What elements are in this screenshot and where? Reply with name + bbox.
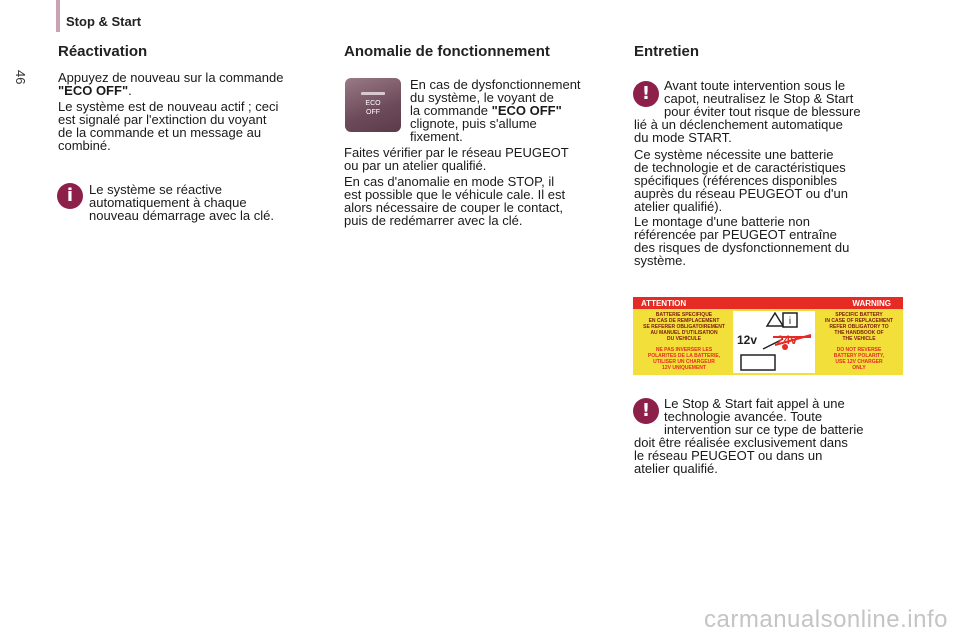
label-line: EN CAS DE REMPLACEMENT [648, 318, 720, 324]
text-line: . [128, 83, 132, 98]
entretien-text-3 [634, 215, 849, 267]
text-line: nouveau démarrage avec la clé. [89, 208, 275, 223]
text-line: du système, le voyant de [410, 90, 554, 105]
battery-warning-label [633, 297, 903, 375]
text-line: Appuyez de nouveau sur la commande [58, 70, 284, 85]
text-line: spécifiques (références disponibles [634, 173, 838, 188]
text-line: puis de redémarrer avec la clé. [344, 213, 523, 228]
text-line: doit être réalisée exclusivement dans [634, 435, 848, 450]
exclamation-icon: ! [633, 398, 659, 424]
eco-off-label: "ECO OFF" [58, 83, 129, 98]
text-line: Le système est de nouveau actif ; ceci [58, 99, 279, 114]
label-warning: WARNING [852, 299, 891, 308]
text-line: est signalé par l'extinction du voyant [58, 112, 267, 127]
section-title: Stop & Start [66, 14, 142, 29]
text-line: technologie avancée. Toute [664, 409, 823, 424]
eco-button-label-1: ECO [365, 100, 381, 107]
text-line: de technologie et de caractéristiques [634, 160, 846, 175]
entretien-text-2 [634, 148, 848, 213]
voltage-12v: 12v [737, 333, 758, 347]
text-line: lié à un déclenchement automatique [634, 117, 843, 132]
text-line: fixement. [410, 129, 463, 144]
label-line: SE REFERER OBLIGATOIREMENT [643, 324, 725, 330]
text-line: capot, neutralisez le Stop & Start [664, 91, 854, 106]
warning-note-2-top [664, 397, 863, 436]
text-line: Le montage d'une batterie non [634, 214, 810, 229]
text-line: pour éviter tout risque de blessure [664, 104, 861, 119]
text-line: du mode START. [634, 130, 732, 145]
text-line: Le Stop & Start fait appel à une [664, 396, 845, 411]
label-right-warning [819, 347, 899, 371]
text-line: système. [634, 253, 687, 268]
text-line: En cas d'anomalie en mode STOP, il [344, 174, 555, 189]
label-line: IN CASE OF REPLACEMENT [824, 318, 894, 324]
label-line: BATTERIE SPECIFIQUE [655, 312, 713, 318]
text-line: combiné. [58, 138, 111, 153]
text-line: référencée par PEUGEOT entraîne [634, 227, 837, 242]
exclamation-icon: ! [633, 81, 659, 107]
text-line: de la commande et un message au [58, 125, 262, 140]
eco-off-button-image [345, 78, 401, 132]
label-line: BATTERY POLARITY, [833, 353, 885, 359]
label-line: ONLY [852, 365, 866, 371]
label-line: THE HANDBOOK OF [834, 330, 884, 336]
header-bar [56, 0, 60, 32]
heading-anomalie: Anomalie de fonctionnement [344, 43, 550, 60]
heading-reactivation: Réactivation [58, 43, 148, 60]
label-line: NE PAS INVERSER LES [655, 347, 713, 353]
anomalie-text-2 [344, 146, 569, 172]
text-line: le réseau PEUGEOT ou dans un [634, 448, 823, 463]
label-left-warning [637, 347, 731, 371]
label-center-panel [733, 311, 815, 373]
anomalie-text-1 [410, 78, 581, 143]
text-line: Ce système nécessite une batterie [634, 147, 834, 162]
label-line: THE VEHICLE [842, 336, 876, 342]
text-line: Le système se réactive [89, 182, 222, 197]
label-line: AU MANUEL D'UTILISATION [650, 330, 718, 336]
text-line: Avant toute intervention sous le [664, 78, 846, 93]
text-line: En cas de dysfonctionnement [410, 77, 581, 92]
text-line: intervention sur ce type de batterie [664, 422, 864, 437]
warning-note-1-bottom [634, 118, 843, 144]
label-attention: ATTENTION [641, 299, 687, 308]
label-line: DO NOT REVERSE [836, 347, 882, 353]
watermark: carmanualsonline.info [704, 606, 948, 633]
eco-off-label: "ECO OFF" [491, 103, 562, 118]
svg-text:i: i [788, 316, 792, 327]
warning-note-2-bottom [634, 436, 848, 475]
page-number: 46 [13, 70, 28, 85]
label-left-text [637, 312, 731, 342]
text-line: atelier qualifié. [634, 461, 718, 476]
info-note [89, 183, 274, 222]
voltage-24v: 24v [777, 333, 798, 347]
eco-button-label-2: OFF [366, 109, 380, 116]
text-line: alors nécessaire de couper le contact, [344, 200, 563, 215]
text-line: atelier qualifié). [634, 199, 723, 214]
label-line: REFER OBLIGATORY TO [829, 324, 889, 330]
text-line: clignote, puis s'allume [410, 116, 537, 131]
text-line: ou par un atelier qualifié. [344, 158, 487, 173]
anomalie-text-3 [344, 175, 565, 227]
label-line: POLARITES DE LA BATTERIE, [647, 353, 721, 359]
text-line: des risques de dysfonctionnement du [634, 240, 850, 255]
label-line: USE 12V CHARGER [835, 359, 883, 365]
label-line: DU VEHICULE [667, 336, 701, 342]
text-line: la commande [410, 103, 492, 118]
text-line: automatiquement à chaque [89, 195, 247, 210]
reactivation-text-2 [58, 100, 278, 152]
reactivation-text-1 [58, 71, 283, 97]
eco-led-indicator [361, 92, 385, 95]
label-line: SPECIFIC BATTERY [835, 312, 883, 318]
text-line: Faites vérifier par le réseau PEUGEOT [344, 145, 569, 160]
info-icon: i [57, 183, 83, 209]
label-line: UTILISER UN CHARGEUR [653, 359, 715, 365]
heading-entretien: Entretien [634, 43, 700, 60]
text-line: est possible que le véhicule cale. Il est [344, 187, 566, 202]
warning-note-1-top [664, 79, 861, 118]
text-line: auprès du réseau PEUGEOT ou d'un [634, 186, 848, 201]
label-line: 12V UNIQUEMENT [662, 365, 706, 371]
label-right-text [819, 312, 899, 342]
